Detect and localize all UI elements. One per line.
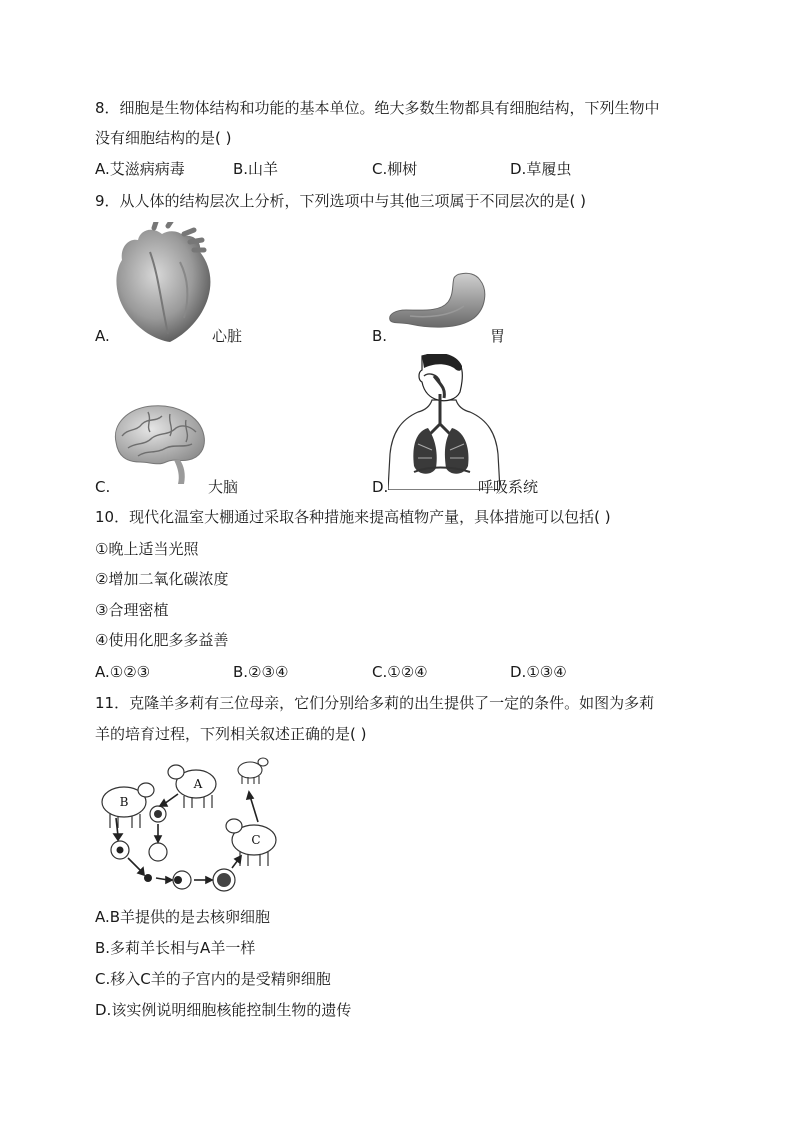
q8-stem-line1: 8．细胞是生物体结构和功能的基本单位。绝大多数生物都具有细胞结构，下列生物中 (95, 99, 660, 117)
q11-option-d: D.该实例说明细胞核能控制生物的遗传 (95, 1001, 352, 1019)
q10-option-d: D.①③④ (510, 663, 567, 681)
q9-option-b-name: 胃 (490, 327, 506, 345)
q8-option-b: B.山羊 (233, 160, 279, 178)
q10-item-3: ③合理密植 (95, 601, 169, 619)
respiratory-system-image (388, 354, 500, 490)
sheep-a-icon (168, 765, 216, 808)
q9-option-c-letter: C. (95, 478, 111, 496)
q9-stem: 9．从人体的结构层次上分析，下列选项中与其他三项属于不同层次的是( ) (95, 192, 587, 210)
q10-item-1: ①晚上适当光照 (95, 540, 199, 558)
heart-image (110, 222, 215, 344)
q9-option-d-letter: D. (372, 478, 389, 496)
sheep-a-label: A (193, 777, 203, 791)
cloning-diagram (98, 756, 284, 896)
q9-option-a-name: 心脏 (212, 327, 243, 345)
q10-option-b: B.②③④ (233, 663, 289, 681)
q11-option-b: B.多莉羊长相与A羊一样 (95, 939, 256, 957)
q10-option-a: A.①②③ (95, 663, 151, 681)
stomach-image (388, 272, 490, 332)
q11-option-c: C.移入C羊的子宫内的是受精卵细胞 (95, 970, 331, 988)
sheep-c-label: C (251, 833, 261, 847)
q8-option-c: C.柳树 (372, 160, 418, 178)
q9-option-a-letter: A. (95, 327, 110, 345)
q10-item-2: ②增加二氧化碳浓度 (95, 570, 229, 588)
q11-stem-line1: 11．克隆羊多莉有三位母亲，它们分别给多莉的出生提供了一定的条件。如图为多莉 (95, 694, 655, 712)
q10-stem: 10．现代化温室大棚通过采取各种措施来提高植物产量，具体措施可以包括( ) (95, 508, 611, 526)
q8-option-a: A.艾滋病病毒 (95, 160, 185, 178)
q11-stem-line2: 羊的培育过程，下列相关叙述正确的是( ) (95, 725, 367, 743)
q8-stem-line2: 没有细胞结构的是( ) (95, 129, 232, 147)
q10-item-4: ④使用化肥多多益善 (95, 631, 229, 649)
sheep-b-label: B (119, 795, 129, 809)
brain-image (108, 402, 208, 486)
q9-option-b-letter: B. (372, 327, 388, 345)
q10-option-c: C.①②④ (372, 663, 428, 681)
q8-option-d: D.草履虫 (510, 160, 572, 178)
lamb-icon (238, 758, 268, 784)
q9-option-d-name: 呼吸系统 (478, 478, 539, 496)
q9-option-c-name: 大脑 (208, 478, 239, 496)
q11-option-a: A.B羊提供的是去核卵细胞 (95, 908, 271, 926)
